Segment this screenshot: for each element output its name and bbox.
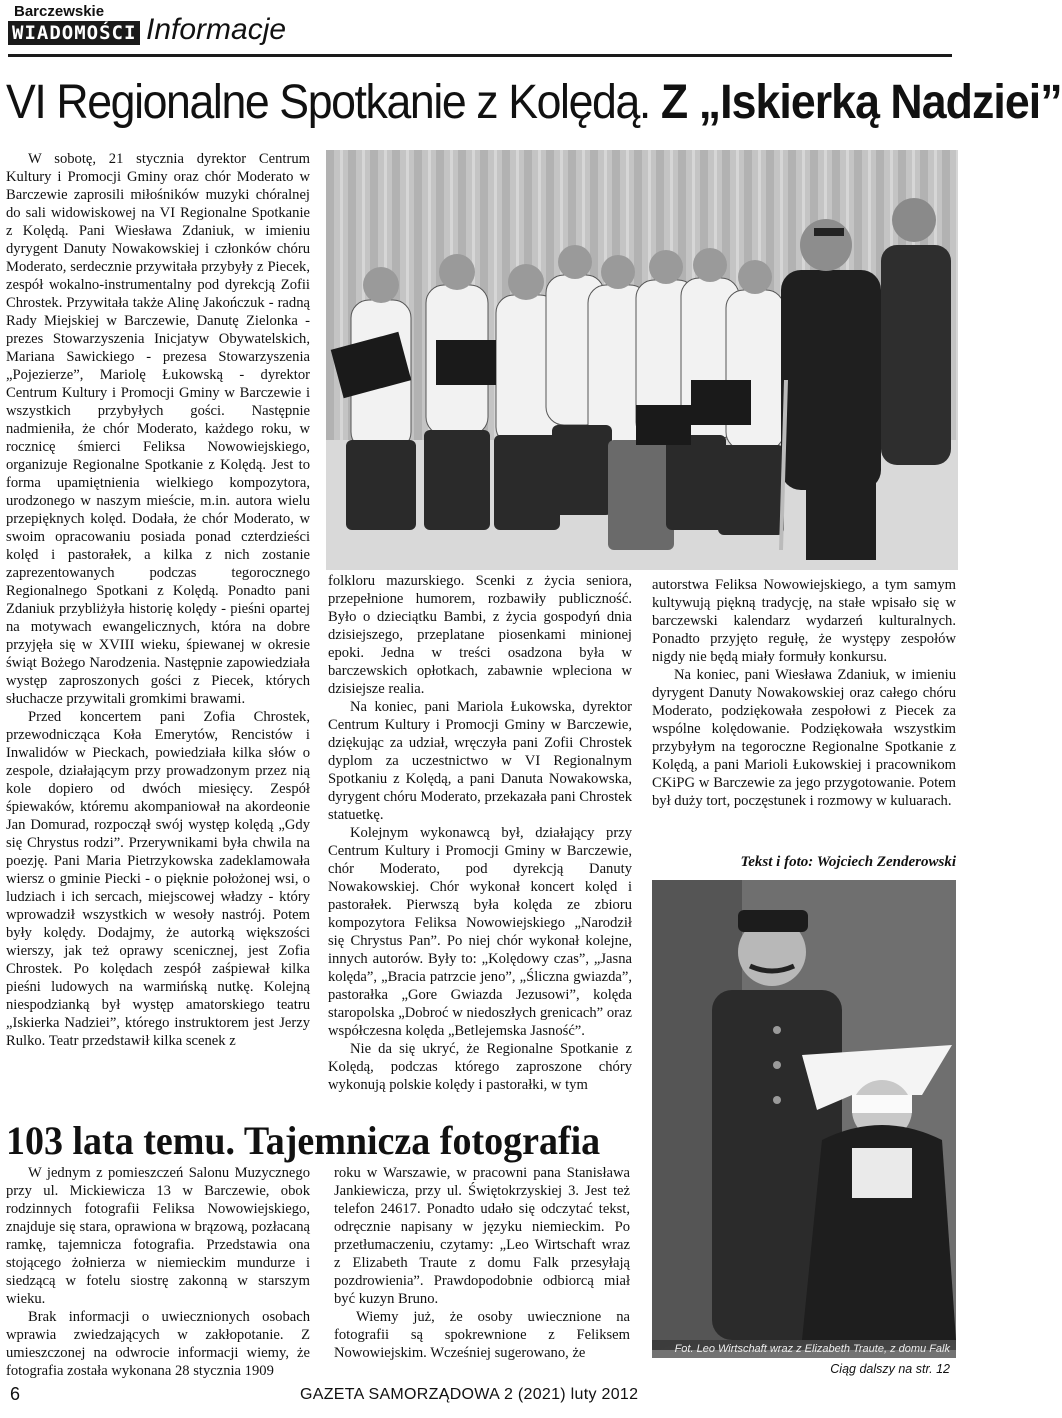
article2-col1-paragraph: Brak informacji o uwiecznionych osobach wprawia zwiedzających w zakłopotanie. Z umieszczonej na odwrocie informacji wiemy, że fotografia została wykonana 28 stycznia 1909 <box>6 1309 310 1379</box>
article1-col3-paragraph: Na koniec, pani Wiesława Zdaniuk, w imieniu dyrygent Danuty Nowakowskiej oraz całego chóru Moderato, podziękowała zespołowi z Piecek za wspólne kolędowanie. Podziękowała wszystkim przybyłym na tegoroczne Regionalne Spotkanie z Kolędą, a pani Marioli Łukowskiej i pracownikom CKiPG w Barczewie za jego przygotowanie. Potem był duży tort, poczęstunek i rozmowy w kuluarach. <box>652 667 956 809</box>
choir-photo-drawing <box>326 150 958 570</box>
masthead-logo <box>8 4 138 46</box>
historic-photo <box>652 880 956 1350</box>
article1-headline-part1: VI Regionalne Spotkanie z Kolędą. <box>6 76 661 129</box>
article1-col2-paragraph: Nie da się ukryć, że Regionalne Spotkanie z Kolędą, podczas którego zaproszone chóry wykonują polskie kolędy i pastorałki, w tym <box>328 1041 632 1093</box>
historic-photo-caption-text: Fot. Leo Wirtschaft wraz z Elizabeth Traute, z domu Falk <box>674 1343 950 1355</box>
article1-column1 <box>6 150 310 1050</box>
article2-col2-paragraph: Wiemy już, że osoby uwiecznione na fotografii są spokrewnione z Feliksem Nowowiejskim. Wcześniej sugerowano, że <box>334 1309 630 1361</box>
article1-column3 <box>652 576 956 810</box>
article2-col1-paragraph: W jednym z pomieszczeń Salonu Muzycznego przy ul. Mickiewicza 13 w Barczewie, obok rodzinnych fotografii Feliksa Nowowiejskiego, znajduje się stara, oprawiona w brązową, pozłacaną ramkę, tajemnicza fotografia. Przedstawia ona stojącego żołnierza w niemieckim mundurze i siedzącą w fotelu siostrę zakonną w starszym wieku. <box>6 1165 310 1307</box>
article1-col3-paragraph: autorstwa Feliksa Nowowiejskiego, a tym samym kultywują piękną tradycję, na stałe wpisało się w barczewski kalendarz wydarzeń kulturalnych. Ponadto przyjęto regułę, że występy zespołów nigdy nie będą miały formuły konkursu. <box>652 577 956 665</box>
logo-bottom-text: WIADOMOŚCI <box>8 21 140 45</box>
article1-column2 <box>328 572 632 1094</box>
article2-col2-paragraph: roku w Warszawie, w pracowni pana Stanisława Jankiewicza, przy ul. Świętokrzyskiej 3. Jest też telefon 24617. Ponadto udało się odczytać tekst, odręcznie napisany w języku niemieckim. Po przetłumaczeniu, czytamy: „Leo Wirtschaft wraz z Elizabeth Traute z domu Falk przesyłają pozdrowienia”. Prawdopodobnie odbiorcą miał być kuzyn Bruno. <box>334 1165 630 1307</box>
publication-footer: GAZETA SAMORZĄDOWA 2 (2021) luty 2012 <box>300 1386 639 1403</box>
section-title: Informacje <box>146 13 287 46</box>
article1-col1-paragraph: Przed koncertem pani Zofia Chrostek, przewodnicząca Koła Emerytów, Rencistów i Inwalidów w Pieckach, powiedziała kilka słów o zespole, działającym przy prowadzonym przez nią kole dopiero od dwóch miesięcy. Zespół śpiewaków, któremu akompaniował na akordeonie Jan Domurad, rozpoczął swój występ kolędą „Gdy się Chrystus rodzi”. Przerywnikami była chwila na poezję. Pani Maria Pietrzykowska zadeklamowała wiersz o gminie Piecki - o pięknie położonej wsi, o ludziach i ich sercach, miejscowej władzy - który wprowadził wszystkich w wesoły nastrój. Potem były kolędy. Dodajmy, że autorką większości wierszy, jak też oprawy scenicznej, jest Zofia Chrostek. Po kolędach zespół zaśpiewał kilka pieśni ludowych na warmińską nutkę. Kolejną niespodzianką był występ amatorskiego teatru „Iskierka Nadziei”, którego instruktorem jest Jerzy Rulko. Teatr przedstawił kilka scenek z <box>6 709 310 1049</box>
logo-top-text: Barczewskie <box>14 3 105 20</box>
article1-credit: Tekst i foto: Wojciech Zenderowski <box>740 854 956 870</box>
article1-headline <box>6 74 1062 132</box>
article2-column2 <box>334 1164 630 1362</box>
page-number: 6 <box>10 1384 21 1404</box>
historic-photo-caption <box>652 1340 956 1358</box>
historic-photo-drawing <box>652 880 956 1340</box>
header-rule <box>8 54 952 57</box>
article2-headline: 103 lata temu. Tajemnicza fotografia <box>6 1118 601 1163</box>
article1-col2-paragraph: Na koniec, pani Mariola Łukowska, dyrektor Centrum Kultury i Promocji Gminy w Barczewie, dziękując za udział, wręczyła pani Zofii Chrostek dyplom za uczestnictwo w VI Regionalnym Spotkaniu z Kolędą, a pani Danuta Nowakowska, dyrygent chóru Moderato, przekazała pani Chrostek statuetkę. <box>328 699 632 823</box>
choir-photo <box>326 150 958 570</box>
continued-note: Ciąg dalszy na str. 12 <box>830 1362 950 1376</box>
article1-col2-paragraph: folkloru mazurskiego. Scenki z życia seniora, przepełnione humorem, rozbawiły publiczność. Było o dzieciątku Bambi, z życia gospodyń dnia dzisiejszego, przeplatane piosenkami minionej epoki. Jedna w treści osadzona była w barczewskich opłotkach, zabawnie wpleciona w dzisiejsze realia. <box>328 573 632 697</box>
article1-headline-part2: Z „Iskierką Nadziei” <box>660 76 1062 129</box>
article1-col1-paragraph: W sobotę, 21 stycznia dyrektor Centrum Kultury i Promocji Gminy oraz chór Moderato w Barczewie zaprosili miłośników muzyki chóralnej do sali widowiskowej na VI Regionalne Spotkanie z Kolędą. Pani Wiesława Zdaniuk, w imieniu dyrygent Danuty Nowakowskiej i członków chóru Moderato, serdecznie przywitała przybyły z Piecek, zespół wokalno-instrumentalny pod dyrekcją Zofii Chrostek. Przywitała także Alinę Jakończuk - radną Rady Miejskiej w Barczewie, Danutę Zielonka - prezes Stowarzyszenia Inicjatyw Obywatelskich, Mariana Sawickiego - prezesa Stowarzyszenia „Pojezierze”, Mariolę Łukowską - dyrektor Centrum Kultury i Promocji Gminy w Barczewie i wszystkich przybyłych gości. Następnie nadmieniła, że chór Moderato, każdego roku, w rocznicę śmierci Feliksa Nowowiejskiego, organizuje Regionalne Spotkanie z Kolędą. Jest to forma upamiętnienia wielkiego kompozytora, urodzonego w naszym mieście, m.in. autora wielu przepięknych kolęd. Dodała, że chór Moderato, w swoim opracowaniu posiada ponad czterdzieści kolęd i pastorałek, a kilka z nich zostanie zaprezentowanych podczas tegorocznego Regionalnego Spotkani z Kolędą. Ponadto pani Zdaniuk przybliżyła historię kolędy - pieśni opartej na motywach ewangelicznych, która na dobre przyjęła się w XVIII wieku, śpiewanej w okresie świąt Bożego Narodzenia. Następnie zapowiedziała występ zaproszonych gości z Piecek, których słuchacze przywitali gromkimi brawami. <box>6 151 310 707</box>
article2-column1 <box>6 1164 310 1380</box>
article1-col2-paragraph: Kolejnym wykonawcą był, działający przy Centrum Kultury i Promocji Gminy w Barczewie, chór Moderato, pod dyrekcją Danuty Nowakowskiej. Chór wykonał koncert kolęd i pastorałek. Pierwszą była kolęda ze zbioru kompozytora Feliksa Nowowiejskiego „Narodził się Chrystus Pan”. Po niej chór wykonał kolejne, innych autorów. Były to: „Kolędowy czas”, „Jasna kolęda”, „Bracia patrzcie jeno”, „Śliczna gwiazda”, pastorałka „Gore Gwiazda Jezusowi”, kolęda staropolska „Dobroć w niedoszłych grenicach” oraz współczesna kolęda „Betlejemska Jasność”. <box>328 825 632 1039</box>
